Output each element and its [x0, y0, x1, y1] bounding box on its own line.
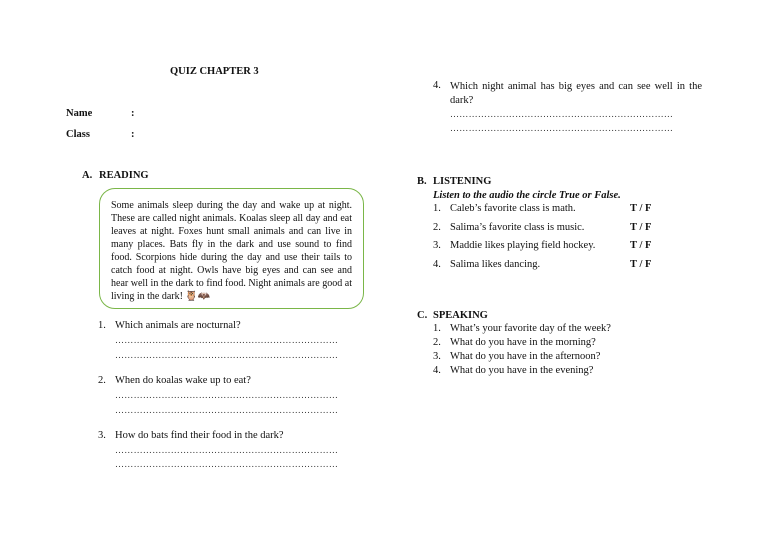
answer-line[interactable]: ……………………………………………………………… — [115, 405, 339, 415]
speaking-item-text: What’s your favorite day of the week? — [450, 323, 611, 334]
question-text: How do bats find their food in the dark? — [115, 430, 284, 441]
listening-instruction: Listen to the audio the circle True or False. — [433, 190, 621, 201]
question-number: 3. — [98, 430, 106, 441]
answer-line[interactable]: ……………………………………………………………… — [115, 335, 339, 345]
speaking-section-title: SPEAKING — [433, 310, 488, 321]
listening-item-number: 4. — [433, 259, 441, 270]
name-label: Name — [66, 108, 93, 119]
listening-item-text: Salima’s favorite class is music. — [450, 222, 585, 233]
listening-item-text: Salima likes dancing. — [450, 259, 541, 270]
question-number: 2. — [98, 375, 106, 386]
reading-section-letter: A. — [82, 170, 93, 181]
speaking-item-number: 1. — [433, 323, 441, 334]
listening-section-letter: B. — [417, 176, 427, 187]
true-false-choice[interactable]: T / F — [630, 259, 652, 270]
class-label: Class — [66, 129, 90, 140]
reading-passage: Some animals sleep during the day and wake up at night. These are called night animals. Koalas sleep all day and eat leaves at night. Foxes hunt small animals and can live in many places. Bats fly in the dark and use sound to find food. Scorpions hide during the day and use their tails to catch food at night. Owls have big eyes and can see and hear well in the dark to find food. Night animals are good at living in the dark! 🦉🦇 — [99, 188, 364, 309]
answer-line[interactable]: ……………………………………………………………… — [115, 459, 339, 469]
true-false-choice[interactable]: T / F — [630, 240, 652, 251]
speaking-item-number: 2. — [433, 337, 441, 348]
question-text: Which night animal has big eyes and can see well in the dark? — [450, 81, 702, 106]
listening-item-number: 2. — [433, 222, 441, 233]
answer-line[interactable]: ……………………………………………………………… — [115, 350, 339, 360]
answer-line[interactable]: ……………………………………………………………… — [115, 390, 339, 400]
true-false-choice[interactable]: T / F — [630, 222, 652, 233]
answer-line[interactable]: ……………………………………………………………… — [450, 123, 674, 133]
question-text: When do koalas wake up to eat? — [115, 375, 251, 386]
speaking-item-text: What do you have in the morning? — [450, 337, 596, 348]
reading-section-title: READING — [99, 170, 149, 181]
speaking-item-text: What do you have in the afternoon? — [450, 351, 601, 362]
question-number: 4. — [433, 80, 441, 91]
listening-item-number: 3. — [433, 240, 441, 251]
class-colon: : — [131, 129, 135, 140]
speaking-item-text: What do you have in the evening? — [450, 365, 594, 376]
name-colon: : — [131, 108, 135, 119]
speaking-item-number: 4. — [433, 365, 441, 376]
answer-line[interactable]: ……………………………………………………………… — [450, 109, 674, 119]
true-false-choice[interactable]: T / F — [630, 203, 652, 214]
listening-item-number: 1. — [433, 203, 441, 214]
speaking-section-letter: C. — [417, 310, 428, 321]
question-number: 1. — [98, 320, 106, 331]
speaking-item-number: 3. — [433, 351, 441, 362]
quiz-title: QUIZ CHAPTER 3 — [170, 66, 259, 77]
answer-line[interactable]: ……………………………………………………………… — [115, 445, 339, 455]
question-text: Which animals are nocturnal? — [115, 320, 241, 331]
listening-item-text: Maddie likes playing field hockey. — [450, 240, 596, 251]
listening-item-text: Caleb’s favorite class is math. — [450, 203, 576, 214]
listening-section-title: LISTENING — [433, 176, 492, 187]
